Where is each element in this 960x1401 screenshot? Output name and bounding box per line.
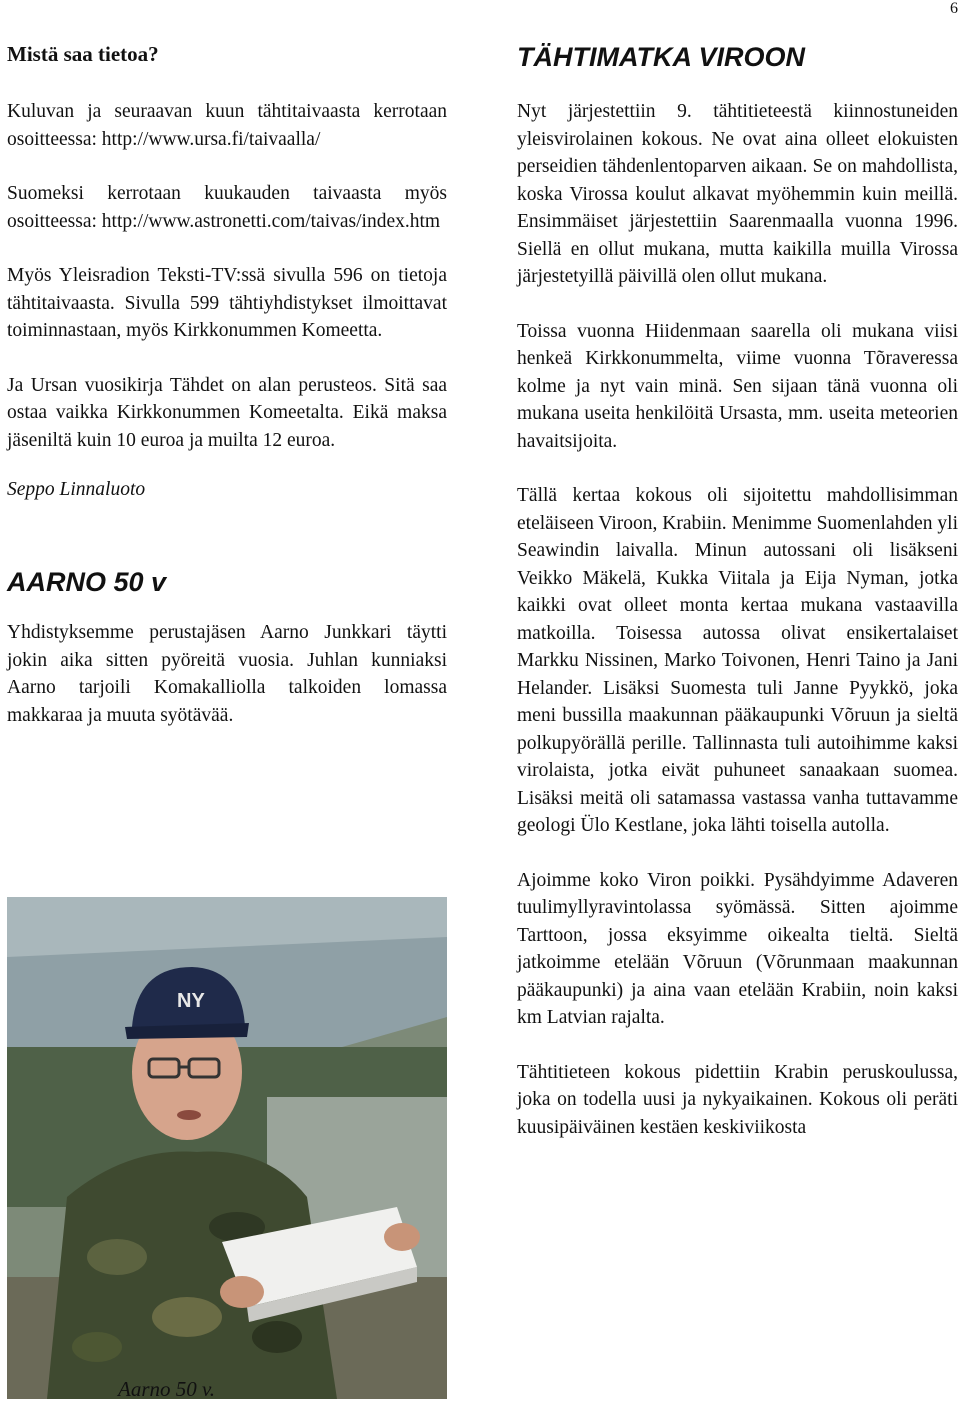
paragraph-astronetti-link: Suomeksi kerrotaan kuukauden taivaasta myös osoitteessa: http://www.astronetti.com/taivas/index.htm [7, 183, 447, 232]
paragraph-drive: Ajoimme koko Viron poikki. Pysähdyimme Adaveren tuulimyllyravintolassa syömässä. Sitten ajoimme Tarttoon, jossa eksyimme oikealta tieltä. Sieltä jatkoimme etelään Võruun (Võrunmaan maakunnan pääkaupunki) ja aina vaan etelään Krabiin, noin kaksi km Latvian rajalta. [517, 869, 958, 1028]
author-signature: Seppo Linnaluoto [7, 479, 146, 500]
paragraph-teksti-tv: Myös Yleisradion Teksti-TV:ssä sivulla 596 on tietoja tähtitaivaasta. Sivulla 599 tähtiyhdistykset ilmoittavat toiminnastaan, myös Kirkkonummen Komeetta. [7, 265, 447, 341]
left-column [7, 40, 447, 756]
section-heading-aarno: AARNO 50 v [7, 567, 167, 597]
page-number: 6 [950, 0, 958, 17]
svg-text:NY: NY [177, 990, 205, 1012]
paragraph-school: Tähtitieteen kokous pidettiin Krabin peruskoulussa, joka on todella uusi ja nykyaikainen. Kokous oli peräti kuusipäiväinen kestäen keskiviikosta [517, 1061, 958, 1138]
paragraph-krabi-trip: Tällä kertaa kokous oli sijoitettu mahdollisimman eteläiseen Viroon, Krabiin. Menimme Suomenlahden yli Seawindin laivalla. Minun autossani oli lisäkseni Veikko Mäkelä, Kukka Viitala ja Eija Nyman, jotka kaikki ovat olleet monta kertaa mukana vastaavilla matkoilla. Toisessa autossa olivat ensikertalaiset Markku Nissinen, Marko Toivonen, Henri Taino ja Jani Helander. Lisäksi Suomesta tuli Janne Pyykkö, joka meni bussilla maakunnan pääkaupunki Võruun ja sieltä polkupyörällä perille. Tallinnasta tuli autoihimme kaksi virolaista, jotka eivät puhuneet sanaakaan suomea. Lisäksi meitä oli satamassa vastassa vanha tuttavamme geologi Ülo Kestlane, joka lähti toisella autolla. [517, 485, 958, 836]
paragraph-previous-years: Toissa vuonna Hiidenmaan saarella oli mukana viisi henkeä Kirkkonummelta, viime vuonna Tõraveressa kolme ja nyt vain minä. Sen sijaan tänä vuonna oli mukana useita henkilöitä Ursasta, mm. useita meteorien havaitsijoita. [517, 320, 958, 452]
photo-aarno [7, 897, 447, 1399]
paragraph-ursa-link: Kuluvan ja seuraavan kuun tähtitaivaasta kerrotaan osoitteessa: http://www.ursa.fi/taivaalla/ [7, 101, 447, 150]
paragraph-aarno: Yhdistyksemme perustajäsen Aarno Junkkari täytti jokin aika sitten pyöreitä vuosia. Juhlan kunniaksi Aarno tarjoili Komakalliolla talkoiden lomassa makkaraa ja muuta syötävää. [7, 622, 447, 726]
right-column [517, 40, 958, 1141]
paragraph-yearbook: Ja Ursan vuosikirja Tähdet on alan perusteos. Sitä saa ostaa vaikka Kirkkonummen Komeetalta. Eikä maksa jäseniltä kuin 10 euroa ja muilta 12 euroa. [7, 374, 447, 451]
section-heading-viroon: TÄHTIMATKA VIROON [517, 42, 805, 72]
paragraph-meeting: Nyt järjestettiin 9. tähtitieteestä kiinnostuneiden yleisvirolainen kokous. Ne ovat aina olleet elokuisten perseidien tähdenlentoparven aikaan. Se on mahdollista, koska Virossa koulut alkavat myöhemmin kuin meillä. Ensimmäiset järjestettiin Saarenmaalla vuonna 1996. Siellä en ollut mukana, mutta kaikilla muilla Virossa järjestetyillä päivillä olen ollut mukana. [517, 101, 958, 287]
section-heading-info: Mistä saa tietoa? [7, 42, 159, 66]
photo-caption: Aarno 50 v. [118, 1377, 216, 1401]
photo-illustration [7, 897, 447, 1399]
